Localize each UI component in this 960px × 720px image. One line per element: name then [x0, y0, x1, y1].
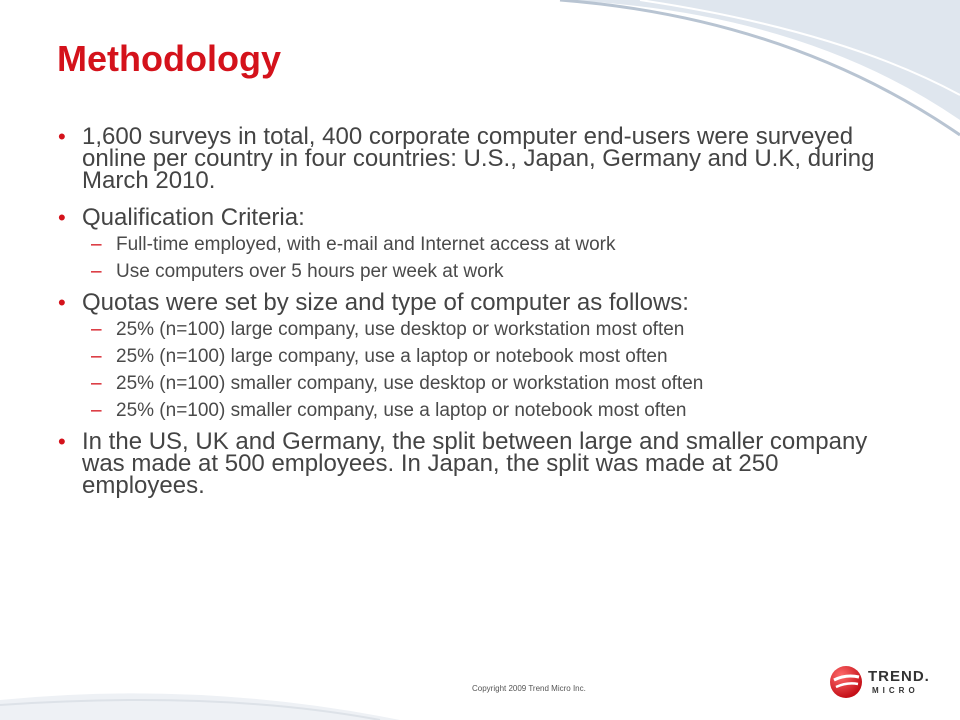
slide-content: [58, 123, 878, 499]
bullet-text: In the US, UK and Germany, the split between large and smaller company was made at 500 employees. In Japan, the split was made at 250 employees.: [82, 428, 868, 499]
sub-bullet: [58, 320, 878, 340]
sub-bullet-text: Full-time employed, with e-mail and Internet access at work: [116, 234, 616, 255]
sub-bullet-text: 25% (n=100) smaller company, use a laptop or notebook most often: [116, 400, 687, 421]
bullet-qualification: [58, 204, 878, 231]
dash-symbol: –: [91, 319, 102, 340]
logo-text-trend: TREND.: [868, 668, 930, 685]
dash-symbol: –: [91, 400, 102, 421]
trend-micro-ball-icon: [828, 664, 868, 704]
bullet-quotas: [58, 289, 878, 316]
dash-symbol: –: [91, 373, 102, 394]
bullet-dot: •: [58, 205, 66, 230]
bullet-dot: •: [58, 124, 66, 149]
sub-bullet: [58, 262, 878, 282]
bullet-text: 1,600 surveys in total, 400 corporate computer end-users were surveyed online per country in four countries: U.S., Japan, Germany and U.K, during March 2010.: [82, 123, 875, 194]
bullet-surveys: [58, 123, 878, 194]
bullet-text: Qualification Criteria:: [82, 204, 305, 231]
copyright-footer: Copyright 2009 Trend Micro Inc.: [472, 684, 586, 693]
sub-bullet: [58, 235, 878, 255]
bullet-text: Quotas were set by size and type of computer as follows:: [82, 289, 689, 316]
dash-symbol: –: [91, 261, 102, 282]
sub-bullet-text: 25% (n=100) large company, use desktop or workstation most often: [116, 319, 685, 340]
sub-bullet-text: 25% (n=100) large company, use a laptop or notebook most often: [116, 346, 668, 367]
sub-bullet: [58, 401, 878, 421]
bullet-dot: •: [58, 290, 66, 315]
trend-micro-logo: [828, 662, 938, 702]
sub-bullet: [58, 347, 878, 367]
dash-symbol: –: [91, 234, 102, 255]
sub-bullet: [58, 374, 878, 394]
logo-text-micro: MICRO: [872, 686, 919, 695]
slide-title: Methodology: [57, 38, 281, 79]
sub-bullet-text: Use computers over 5 hours per week at work: [116, 261, 504, 282]
dash-symbol: –: [91, 346, 102, 367]
bullet-dot: •: [58, 429, 66, 454]
sub-bullet-text: 25% (n=100) smaller company, use desktop or workstation most often: [116, 373, 704, 394]
bullet-split: [58, 428, 878, 499]
